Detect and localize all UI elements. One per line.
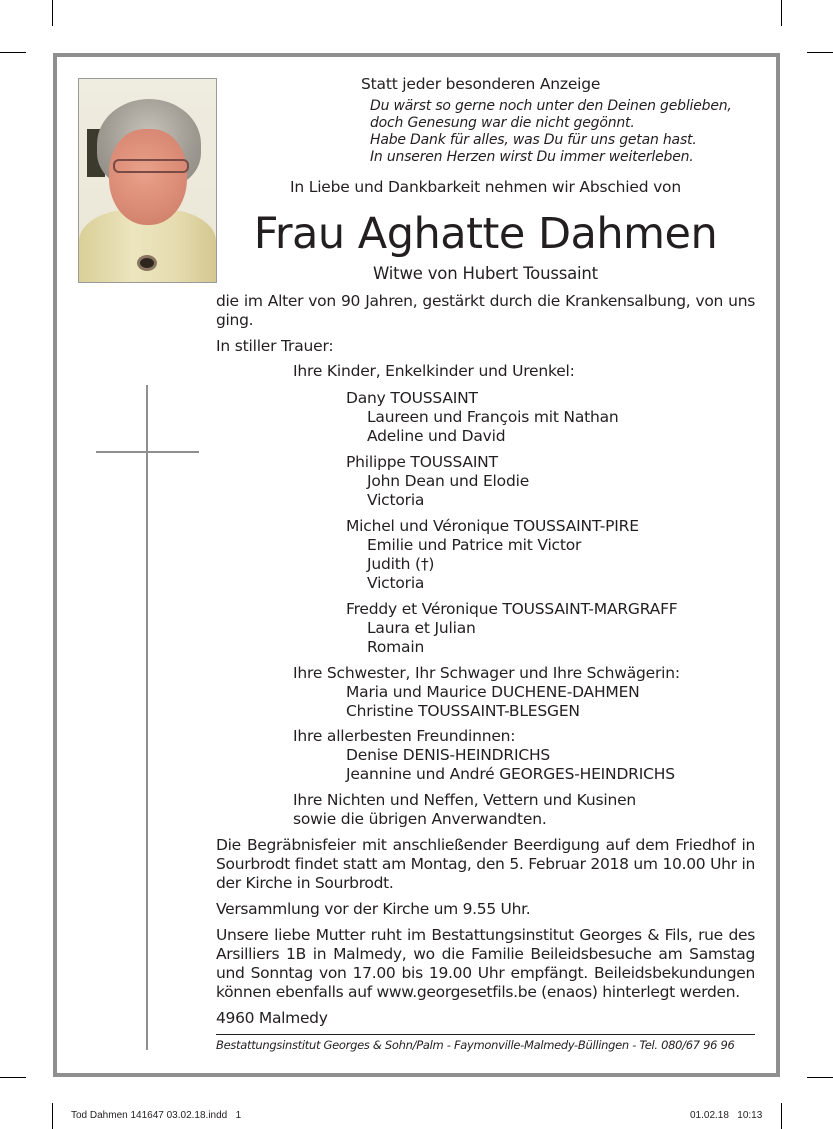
mourning-label: In stiller Trauer: xyxy=(216,337,334,355)
relatives-line: sowie die übrigen Anverwandten. xyxy=(293,810,547,828)
intro-line: In Liebe und Dankbarkeit nehmen wir Abschied von xyxy=(290,178,681,196)
child-name: Philippe TOUSSAINT xyxy=(346,453,498,471)
descendant: Adeline und David xyxy=(367,427,506,445)
friend-name: Denise DENIS-HEINDRICHS xyxy=(346,746,551,764)
assembly-details: Versammlung vor der Kirche um 9.55 Uhr. xyxy=(216,900,531,918)
friends-heading: Ihre allerbesten Freundinnen: xyxy=(293,727,516,745)
crop-mark-top-right xyxy=(781,0,782,26)
children-heading: Ihre Kinder, Enkelkinder und Urenkel: xyxy=(293,362,575,380)
poem-line: In unseren Herzen wirst Du immer weiterleben. xyxy=(370,149,694,165)
descendant: Judith (†) xyxy=(367,555,435,573)
crop-mark-right-top xyxy=(807,52,833,53)
crop-mark-top-left xyxy=(52,0,53,26)
child-name: Freddy et Véronique TOUSSAINT-MARGRAFF xyxy=(346,600,678,618)
sibling-name: Maria und Maurice DUCHENE-DAHMEN xyxy=(346,683,640,701)
crop-mark-bottom-left xyxy=(52,1103,53,1129)
deceased-subtitle: Witwe von Hubert Toussaint xyxy=(373,264,598,283)
descendant: Laureen und François mit Nathan xyxy=(367,408,619,426)
descendant: Victoria xyxy=(367,491,425,509)
descendant: Romain xyxy=(367,638,425,656)
portrait-photo xyxy=(78,78,217,283)
deceased-text: die im Alter von 90 Jahren, gestärkt durch die Krankensalbung, von uns ging. xyxy=(216,292,755,329)
notice-heading: Statt jeder besonderen Anzeige xyxy=(361,75,601,93)
child-name: Michel und Véronique TOUSSAINT-PIRE xyxy=(346,517,639,535)
visitation-details: Unsere liebe Mutter ruht im Bestattungsinstitut Georges & Fils, rue des Arsilliers 1B in Malmedy, wo die Familie Beileidsbesuche am Samstag und Sonntag von 17.00 bis 19.00 Uhr empfängt. Beileidsbekundungen können ebenfalls auf www.georgesetfils.be (enaos) hinterlegt werden. xyxy=(216,926,755,1001)
print-slug-datetime: 01.02.18 10:13 xyxy=(690,1110,763,1121)
poem-line: Habe Dank für alles, was Du für uns getan hast. xyxy=(370,132,697,148)
cross-icon-vertical xyxy=(146,385,148,1050)
relatives-line: Ihre Nichten und Neffen, Vettern und Kusinen xyxy=(293,791,637,809)
crop-mark-left-top xyxy=(0,52,26,53)
child-name: Dany TOUSSAINT xyxy=(346,389,478,407)
footer-divider xyxy=(216,1034,755,1035)
location: 4960 Malmedy xyxy=(216,1009,328,1027)
print-slug-file: Tod Dahmen 141647 03.02.18.indd 1 xyxy=(71,1110,242,1121)
descendant: Emilie und Patrice mit Victor xyxy=(367,536,582,554)
crop-mark-bottom-right xyxy=(781,1103,782,1129)
friend-name: Jeannine und André GEORGES-HEINDRICHS xyxy=(346,765,675,783)
descendant: Victoria xyxy=(367,574,425,592)
photo-glasses xyxy=(113,159,189,173)
poem-line: Du wärst so gerne noch unter den Deinen geblieben, xyxy=(370,98,732,114)
sibling-name: Christine TOUSSAINT-BLESGEN xyxy=(346,702,580,720)
siblings-heading: Ihre Schwester, Ihr Schwager und Ihre Schwägerin: xyxy=(293,664,680,682)
descendant: Laura et Julian xyxy=(367,619,476,637)
photo-necklace-pendant xyxy=(137,255,157,271)
photo-face xyxy=(109,129,187,225)
cross-icon-horizontal xyxy=(96,451,199,453)
crop-mark-right-bottom xyxy=(807,1077,833,1078)
deceased-name: Frau Aghatte Dahmen xyxy=(253,209,718,259)
funeral-details: Die Begräbnisfeier mit anschließender Beerdigung auf dem Friedhof in Sourbrodt findet statt am Montag, den 5. Februar 2018 um 10.00 Uhr in der Kirche in Sourbrodt. xyxy=(216,836,755,892)
poem-line: doch Genesung war die nicht gegönnt. xyxy=(370,115,635,131)
crop-mark-left-bottom xyxy=(0,1077,26,1078)
undertaker-line: Bestattungsinstitut Georges & Sohn/Palm - Faymonville-Malmedy-Büllingen - Tel. 080/67 96 96 xyxy=(216,1038,735,1052)
descendant: John Dean und Elodie xyxy=(367,472,530,490)
